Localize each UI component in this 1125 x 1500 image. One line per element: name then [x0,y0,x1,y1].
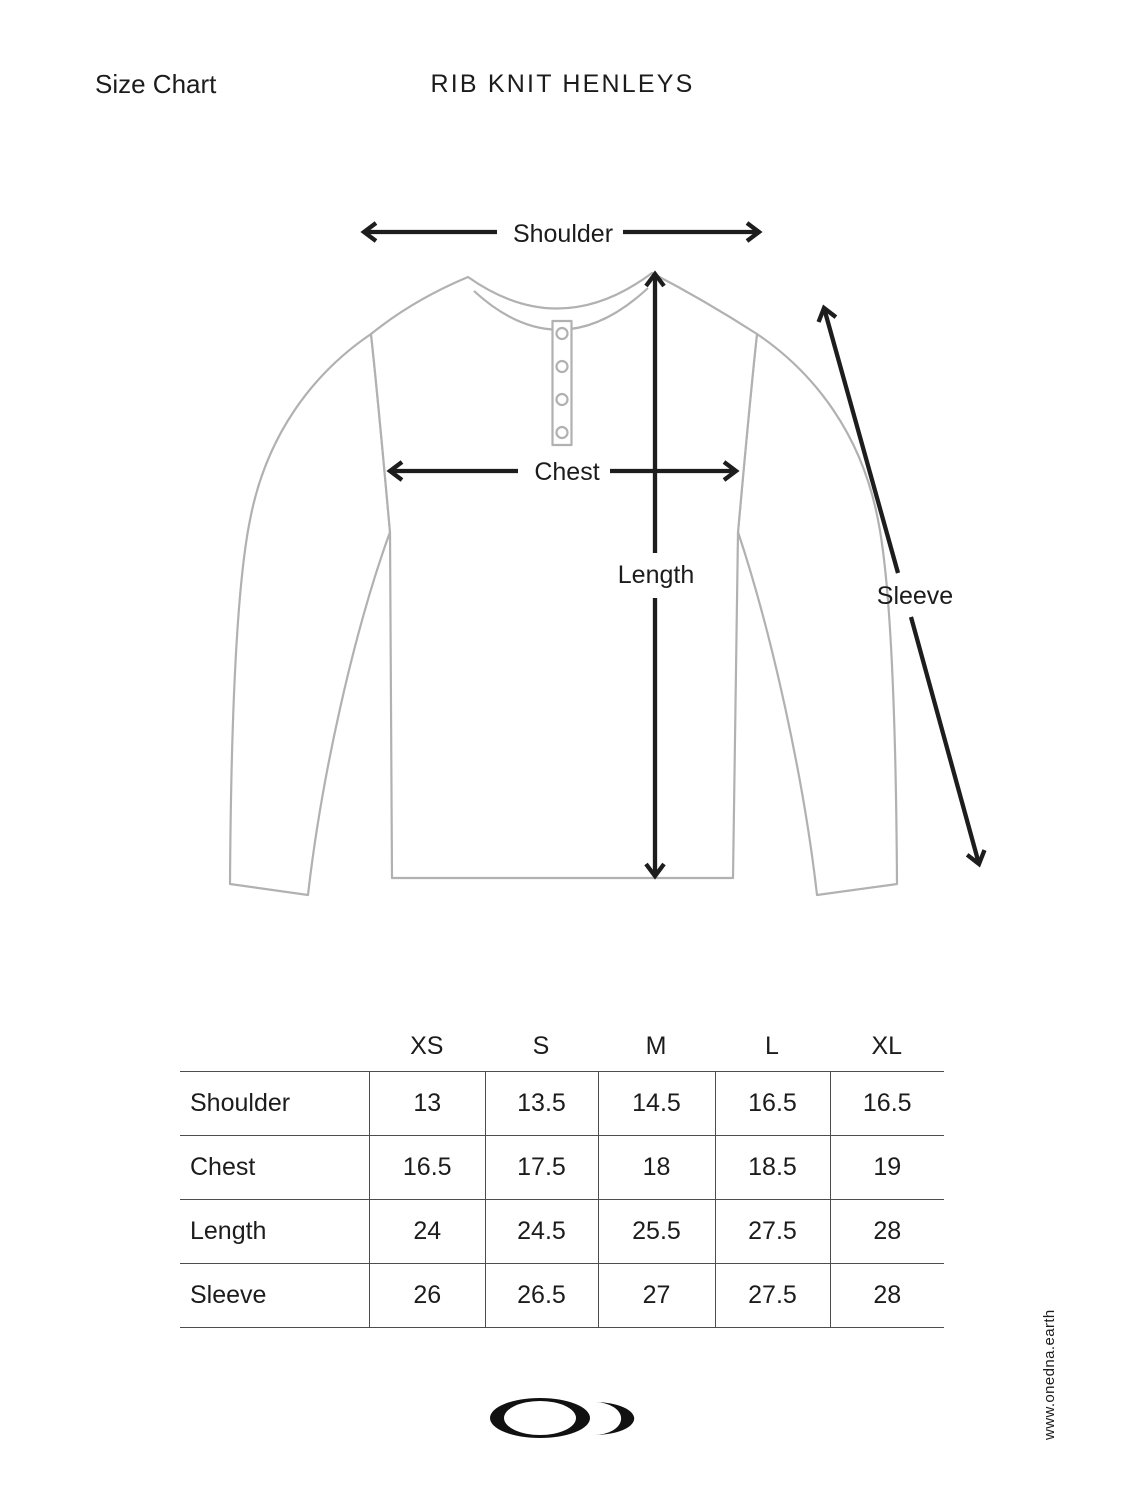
website-url: www.onedna.earth [1041,1309,1058,1440]
placket-button [557,361,568,372]
cell-value: 24.5 [485,1200,598,1263]
size-chart-label: Size Chart [95,69,217,99]
cell-value: 27.5 [715,1264,830,1327]
chest-arrow-label: Chest [534,458,600,486]
size-table-corner-cell [180,1028,369,1071]
cell-value: 27 [598,1264,715,1327]
row-label: Shoulder [190,1089,291,1117]
column-header-xl: XL [871,1032,903,1060]
placket-button [557,427,568,438]
right-sleeve [738,334,897,895]
cell-value: 25.5 [598,1200,715,1263]
column-header-m: M [645,1032,667,1060]
row-label: Sleeve [190,1281,267,1309]
table-row-length [180,1199,944,1263]
placket-button [557,394,568,405]
cell-value: 27.5 [715,1200,830,1263]
placket-button [557,328,568,339]
cell-value: 16.5 [715,1072,830,1135]
logo-ellipse-ring [490,1398,590,1438]
table-row-sleeve [180,1263,944,1328]
cell-value: 19 [830,1136,945,1199]
table-row-chest [180,1135,944,1199]
sleeve-arrow-label: Sleeve [876,582,954,610]
cell-value: 28 [830,1200,945,1263]
page-title: RIB KNIT HENLEYS [430,70,695,98]
length-arrow-label: Length [617,561,695,589]
cell-value: 18.5 [715,1136,830,1199]
cell-value: 26 [369,1264,485,1327]
size-table-header-row [180,1028,944,1071]
table-row-shoulder [180,1071,944,1135]
column-header-s: S [532,1032,550,1060]
shirt-outline [230,273,897,895]
cell-value: 13 [369,1072,485,1135]
column-header-xs: XS [410,1032,444,1060]
row-label: Chest [190,1153,256,1181]
cell-value: 18 [598,1136,715,1199]
size-table [180,1028,944,1328]
cell-value: 13.5 [485,1072,598,1135]
row-label: Length [190,1217,267,1245]
cell-value: 14.5 [598,1072,715,1135]
cell-value: 16.5 [369,1136,485,1199]
column-header-l: L [765,1032,779,1060]
shoulder-arrow-label: Shoulder [512,220,614,248]
cell-value: 26.5 [485,1264,598,1327]
cell-value: 17.5 [485,1136,598,1199]
logo-crescent [593,1402,634,1435]
cell-value: 16.5 [830,1072,945,1135]
cell-value: 24 [369,1200,485,1263]
cell-value: 28 [830,1264,945,1327]
onedna-logo [490,1398,634,1438]
left-sleeve [230,334,390,895]
